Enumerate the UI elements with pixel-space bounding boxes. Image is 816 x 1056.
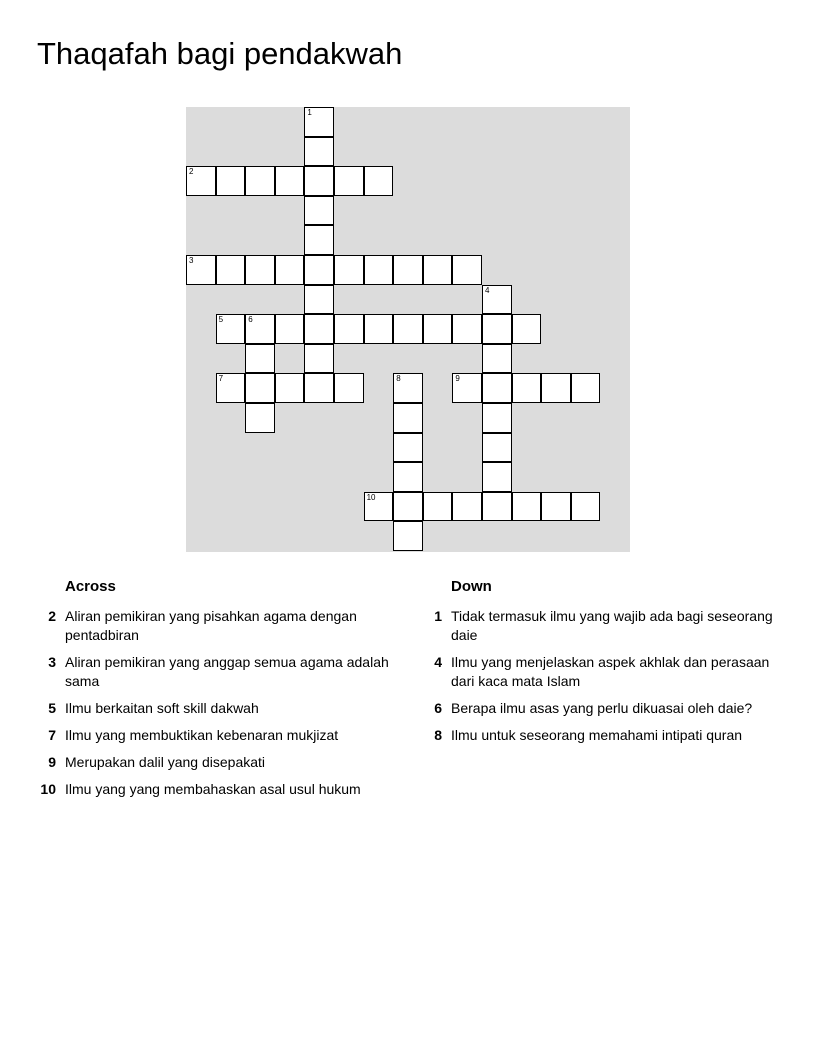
grid-cell[interactable] bbox=[482, 373, 512, 403]
grid-cell[interactable] bbox=[304, 137, 334, 167]
grid-cell[interactable] bbox=[275, 373, 305, 403]
grid-cell[interactable] bbox=[245, 166, 275, 196]
grid-cell[interactable] bbox=[452, 492, 482, 522]
grid-cell[interactable] bbox=[216, 373, 246, 403]
across-heading: Across bbox=[65, 578, 116, 595]
crossword-grid bbox=[186, 107, 630, 552]
cell-number: 6 bbox=[248, 315, 253, 325]
cell-number: 10 bbox=[366, 492, 376, 502]
clue-item bbox=[422, 653, 782, 691]
grid-cell[interactable] bbox=[304, 285, 334, 315]
cell-number: 7 bbox=[218, 374, 224, 384]
grid-cell[interactable] bbox=[364, 166, 394, 196]
clue-item bbox=[36, 753, 396, 772]
grid-cell[interactable] bbox=[571, 492, 601, 522]
grid-cell[interactable] bbox=[304, 196, 334, 226]
cell-number: 2 bbox=[189, 167, 194, 177]
down-heading: Down bbox=[451, 578, 492, 595]
grid-cell[interactable] bbox=[245, 314, 275, 344]
clue-number: 2 bbox=[48, 608, 56, 624]
grid-cell[interactable] bbox=[482, 314, 512, 344]
clue-item bbox=[422, 726, 782, 745]
grid-cell[interactable] bbox=[541, 492, 571, 522]
grid-cell[interactable] bbox=[482, 344, 512, 374]
grid-cell[interactable] bbox=[245, 255, 275, 285]
grid-cell[interactable] bbox=[423, 314, 453, 344]
grid-cell[interactable] bbox=[393, 521, 423, 551]
grid-cell[interactable] bbox=[275, 314, 305, 344]
clue-number: 6 bbox=[434, 700, 442, 716]
grid-cell[interactable] bbox=[275, 166, 305, 196]
clue-text: Ilmu yang membuktikan kebenaran mukjizat bbox=[65, 727, 339, 743]
clue-number: 5 bbox=[48, 700, 56, 716]
clue-number: 9 bbox=[48, 754, 56, 770]
grid-cell[interactable] bbox=[304, 166, 334, 196]
grid-cell[interactable] bbox=[304, 314, 334, 344]
grid-cell[interactable] bbox=[571, 373, 601, 403]
clue-item bbox=[36, 653, 396, 691]
grid-cell[interactable] bbox=[482, 492, 512, 522]
clue-number: 7 bbox=[48, 727, 56, 743]
clue-text: Ilmu yang yang membahaskan asal usul hukum bbox=[65, 781, 361, 797]
clue-text: Aliran pemikiran yang pisahkan agama dengan pentadbiran bbox=[65, 608, 357, 643]
clue-item bbox=[36, 607, 396, 645]
clue-number: 10 bbox=[40, 781, 56, 797]
grid-cell[interactable] bbox=[186, 255, 216, 285]
clue-text: Berapa ilmu asas yang perlu dikuasai oleh daie? bbox=[451, 700, 753, 716]
grid-cell[interactable] bbox=[482, 462, 512, 492]
grid-cell[interactable] bbox=[216, 314, 246, 344]
clue-text: Ilmu untuk seseorang memahami intipati quran bbox=[451, 727, 743, 743]
grid-cell[interactable] bbox=[186, 166, 216, 196]
grid-cell[interactable] bbox=[393, 373, 423, 403]
clue-number: 4 bbox=[434, 654, 442, 670]
clue-number: 3 bbox=[48, 654, 56, 670]
grid-cell[interactable] bbox=[364, 492, 394, 522]
grid-cell[interactable] bbox=[452, 373, 482, 403]
grid-cell[interactable] bbox=[334, 166, 364, 196]
cell-number: 5 bbox=[218, 315, 224, 325]
clue-item bbox=[36, 726, 396, 745]
grid-cell[interactable] bbox=[482, 403, 512, 433]
grid-cell[interactable] bbox=[393, 314, 423, 344]
cell-number: 1 bbox=[307, 108, 312, 117]
grid-cell[interactable] bbox=[482, 285, 512, 315]
grid-cell[interactable] bbox=[393, 255, 423, 285]
grid-cell[interactable] bbox=[423, 255, 453, 285]
across-clues bbox=[36, 576, 396, 807]
clue-text: Merupakan dalil yang disepakati bbox=[65, 754, 266, 770]
clue-text: Aliran pemikiran yang anggap semua agama adalah sama bbox=[65, 654, 389, 689]
grid-cell[interactable] bbox=[512, 492, 542, 522]
clue-item bbox=[36, 780, 396, 799]
clue-text: Ilmu berkaitan soft skill dakwah bbox=[65, 700, 259, 716]
clue-item bbox=[36, 699, 396, 718]
grid-cell[interactable] bbox=[334, 314, 364, 344]
grid-cell[interactable] bbox=[423, 492, 453, 522]
grid-cell[interactable] bbox=[393, 433, 423, 463]
grid-cell[interactable] bbox=[482, 433, 512, 463]
grid-cell[interactable] bbox=[364, 255, 394, 285]
across-clue-list bbox=[36, 607, 396, 799]
clue-item bbox=[422, 607, 782, 645]
grid-cell[interactable] bbox=[452, 255, 482, 285]
grid-cell[interactable] bbox=[304, 344, 334, 374]
grid-cell[interactable] bbox=[393, 492, 423, 522]
cell-number: 3 bbox=[189, 256, 194, 265]
down-clues bbox=[422, 576, 782, 753]
grid-cell[interactable] bbox=[452, 314, 482, 344]
grid-cell[interactable] bbox=[393, 403, 423, 433]
grid-cell[interactable] bbox=[512, 314, 542, 344]
grid-cell[interactable] bbox=[216, 166, 246, 196]
grid-cell[interactable] bbox=[304, 225, 334, 255]
grid-cell[interactable] bbox=[334, 255, 364, 285]
page-title: Thaqafah bagi pendakwah bbox=[37, 36, 403, 71]
grid-cell[interactable] bbox=[245, 344, 275, 374]
grid-cell[interactable] bbox=[304, 373, 334, 403]
grid-cell[interactable] bbox=[364, 314, 394, 344]
grid-cell[interactable] bbox=[334, 373, 364, 403]
grid-cell[interactable] bbox=[245, 403, 275, 433]
clue-text: Ilmu yang menjelaskan aspek akhlak dan perasaan dari kaca mata Islam bbox=[451, 654, 770, 689]
grid-cell[interactable] bbox=[304, 107, 334, 137]
cell-number: 8 bbox=[396, 374, 401, 384]
clue-text: Tidak termasuk ilmu yang wajib ada bagi seseorang daie bbox=[451, 608, 773, 643]
grid-cell[interactable] bbox=[541, 373, 571, 403]
grid-cell[interactable] bbox=[216, 255, 246, 285]
grid-cell[interactable] bbox=[393, 462, 423, 492]
grid-cell[interactable] bbox=[512, 373, 542, 403]
clue-number: 1 bbox=[434, 608, 442, 624]
grid-cell[interactable] bbox=[304, 255, 334, 285]
clue-number: 8 bbox=[434, 727, 442, 743]
cell-number: 9 bbox=[455, 374, 460, 384]
clue-item bbox=[422, 699, 782, 718]
cell-number: 4 bbox=[485, 285, 490, 295]
down-clue-list bbox=[422, 607, 782, 745]
grid-cell[interactable] bbox=[275, 255, 305, 285]
grid-cell[interactable] bbox=[245, 373, 275, 403]
